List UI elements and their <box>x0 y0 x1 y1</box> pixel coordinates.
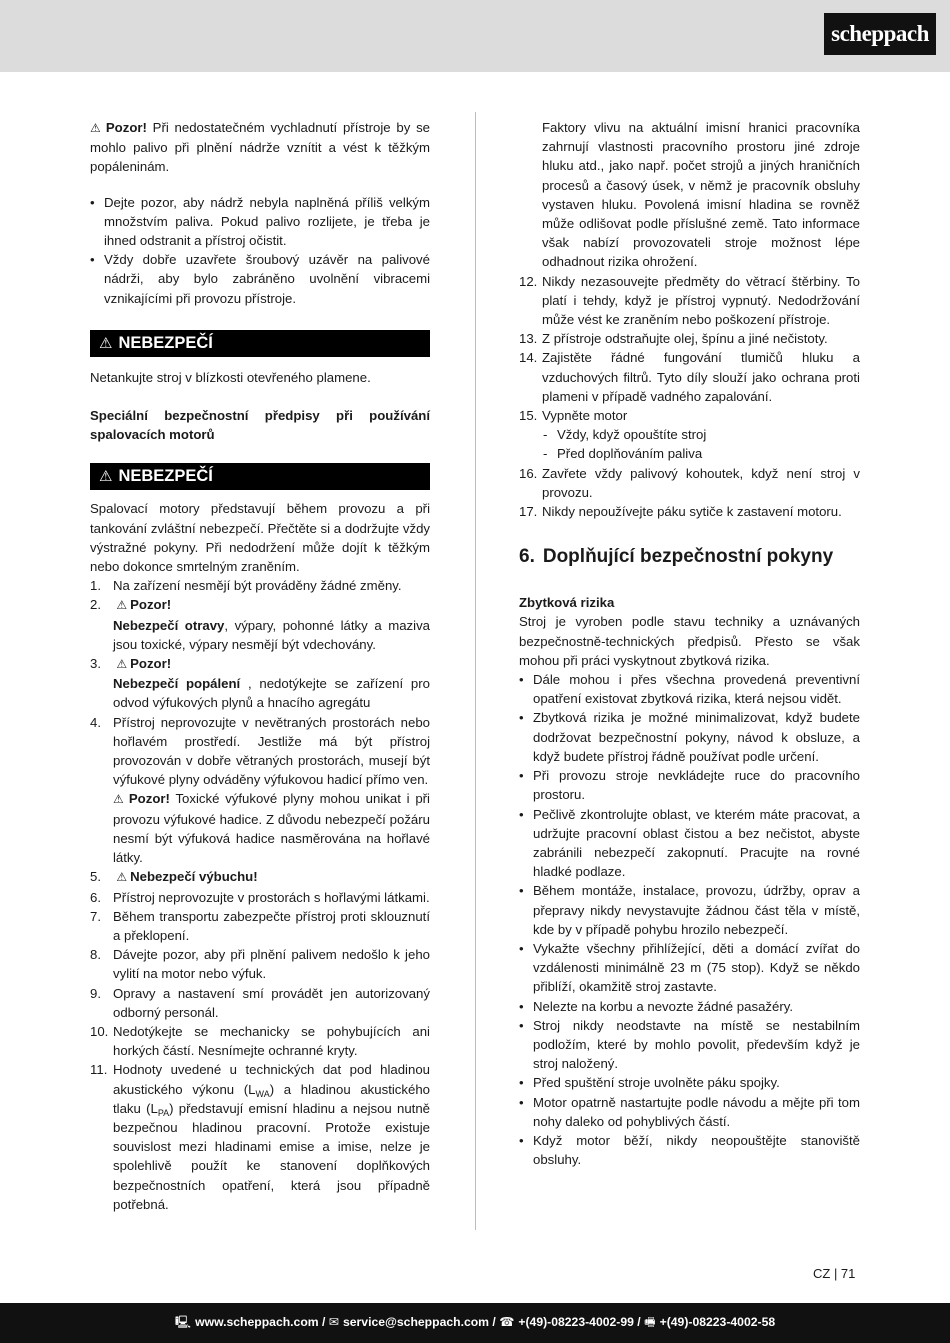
list-item: 2. ⚠ Pozor! Nebezpečí otravy, výpary, pohonné látky a maziva jsou toxické, výpary nesmějí být vdechovány. <box>90 597 430 652</box>
list-item: 14. Zajistěte řádné fungování tlumičů hluku a vzduchových filtrů. Tyto díly slouží jako ochrana proti plameni v případě vadného zapalování. <box>519 350 860 404</box>
list-item: 13. Z přístroje odstraňujte olej, špínu a jiné nečistoty. <box>519 331 828 347</box>
residual-risks-heading: Zbytková rizika <box>519 595 615 611</box>
footer-bar <box>0 1303 950 1343</box>
list-item: • Před spuštění stroje uvolněte páku spojky. <box>519 1073 860 1092</box>
special-heading: Speciální bezpečnostní předpisy při používání spalovacích motorů <box>90 408 430 443</box>
danger-text: Netankujte stroj v blízkosti otevřeného plamene. <box>90 369 371 385</box>
list-item: 8. Dávejte pozor, aby při plnění palivem nedošlo k jeho vylití na motor nebo výfuk. <box>90 947 430 982</box>
footer-mail[interactable]: service@scheppach.com / <box>343 1315 496 1330</box>
list-item: 9. Opravy a nastavení smí provádět jen autorizovaný odborný personál. <box>90 985 430 1020</box>
warning-triangle-icon: ⚠ <box>99 468 113 486</box>
list-item: 16. Zavřete vždy palivový kohoutek, když není stroj v provozu. <box>519 465 860 500</box>
list-item: • Dále mohou i přes všechna provedená preventivní opatření existovat zbytková rizika, která nejsou vidět. <box>519 670 860 708</box>
list-item: 11. Hodnoty uvedené u technických dat pod hladinou akustického výkonu $(L_{WA})$ a hladinou akustického tlaku $(L_{PA})$ představují emisní hladinu a nejsou nutně bezpečnou hladinou pracovní. Protože existuje souvislost mezi hladinami emise a imise, nelze je spolehlivě použít ke stanovení doplňkových bezpečnostních opatření, která jsou případně potřebná. <box>90 1062 430 1212</box>
list-item: 7. Během transportu zabezpečte přístroj proti sklouznutí a překlopení. <box>90 908 430 943</box>
page-number: CZ | 71 <box>813 1266 856 1281</box>
list-item: 4. Přístroj neprovozujte v nevětraných prostorách nebo hořlavém prostředí. Jestliže má být přístroj provozován v dobře větraných prostorách, musejí být výfukové plyny odváděny výfukovou hadicí přímo ven. ⚠ Pozor! Toxické výfukové plyny mohou unikat i při provozu výfukové hadice. Z důvodu nebezpečí požáru nesmí být výfuková hadice nasměrována na hořlavé látky. <box>90 714 430 866</box>
sub-list-item: - Vždy, když opouštíte stroj <box>542 425 860 444</box>
list-item: 6. Přístroj neprovozujte v prostorách s hořlavými látkami. <box>90 889 430 905</box>
warning-triangle-icon: ⚠ <box>90 121 103 135</box>
list-item: 10. Nedotýkejte se mechanicky se pohybujících ani horkých částí. Nesnímejte ochranné kryty. <box>90 1023 430 1059</box>
list-item: • Vždy dobře uzavřete šroubový uzávěr na palivové nádrži, aby bylo zabráněno uvolnění vibracemi vznikajícími při provozu přístroje. <box>90 250 430 308</box>
scheppach-logo: scheppach <box>824 13 936 55</box>
warning-triangle-icon: ⚠ <box>113 657 128 672</box>
warning-triangle-icon: ⚠ <box>113 792 126 807</box>
list-item: • Motor opatrně nastartujte podle návodu a mějte při tom nohy daleko od pohyblivých částí. <box>519 1093 860 1131</box>
left-column <box>90 118 430 1214</box>
right-column <box>519 118 860 1169</box>
list-item: • Zbytková rizika je možné minimalizovat, když budete dodržovat bezpečnostní pokyny, návod k obsluze, a když budete přístroj řádně používat podle určení. <box>519 708 860 766</box>
list-item: • Stroj nikdy neodstavte na místě se nestabilním podložím, které by mohlo povolit, především když je stroj naložený. <box>519 1016 860 1074</box>
list-item: • Dejte pozor, aby nádrž nebyla naplněná příliš velkým množstvím paliva. Pokud palivo rozlijete, je třeba je ihned odstranit a přístroj očistit. <box>90 193 430 251</box>
list-item: 17. Nikdy nepoužívejte páku sytiče k zastavení motoru. <box>519 504 842 520</box>
list-item: 15. Vypněte motor - Vždy, když opouštíte stroj - Před doplňováním paliva <box>519 406 860 464</box>
list-item: 3. ⚠ Pozor! Nebezpečí popálení , nedotýkejte se zařízení pro odvod výfukových plynů a hnacího agregátu <box>90 656 430 711</box>
phone-icon: ☎ <box>499 1315 515 1330</box>
footer-phone: +(49)-08223-4002-99 / <box>518 1315 641 1330</box>
warning-triangle-icon: ⚠ <box>113 870 128 885</box>
list-item: • Během montáže, instalace, provozu, údržby, oprav a přepravy nikdy nevystavujte žádnou část těla v místě, kde by v případě pohybu hrozilo nebezpečí. <box>519 881 860 939</box>
list-item: 12. Nikdy nezasouvejte předměty do větrací štěrbiny. To platí i tehdy, když je přístroj vypnutý. Nedodržování může vést ke zraněním nebo poškození přístroje. <box>519 273 860 328</box>
danger-text: Spalovací motory představují během provozu a při tankování zvláštní nebezpečí. Přečtěte si a dodržujte vždy výstražné pokyny. Při nedodržení může dojít k těžkým nebo dokonce smrtelným zraněním. <box>90 501 430 575</box>
fax-icon: 🖷 <box>644 1315 656 1330</box>
mail-icon: ✉ <box>328 1315 339 1330</box>
residual-risks-intro: Stroj je vyroben podle stavu techniky a uznávaných bezpečnostně-technických předpisů. Přesto se však mohou při práci vyskytnout zbytková rizika. <box>519 614 860 668</box>
list-item: 1. Na zařízení nesmějí být prováděny žádné změny. <box>90 578 402 594</box>
header-band <box>0 0 950 72</box>
sub-list-item: - Před doplňováním paliva <box>542 444 860 463</box>
footer-fax: +(49)-08223-4002-58 <box>659 1315 776 1330</box>
numbered-list <box>519 272 860 522</box>
residual-risks-bullets <box>519 670 860 1169</box>
caution-intro: ⚠ Pozor! Při nedostatečném vychladnutí přístroje by se mohlo palivo při plnění nádrže vznítit a vést k těžkým popáleninám. <box>90 120 431 175</box>
warning-triangle-icon: ⚠ <box>99 334 113 352</box>
list-item: • Nelezte na korbu a nevozte žádné pasažéry. <box>519 997 860 1016</box>
footer-web[interactable]: www.scheppach.com / <box>195 1315 326 1330</box>
list-item: 5. ⚠ Nebezpečí výbuchu! <box>90 869 258 885</box>
numbered-list <box>90 576 430 1214</box>
list-item: • Při provozu stroje nevkládejte ruce do pracovního prostoru. <box>519 766 860 804</box>
computer-icon: 🖳 <box>174 1315 192 1330</box>
fuel-bullets <box>90 193 430 308</box>
section-heading: 6. Doplňující bezpečnostní pokyny <box>519 546 834 568</box>
item-11-continued: Faktory vlivu na aktuální imisní hranici pracovníka zahrnují vlastnosti pracovního prostoru jiné zdroje hluku atd., jako např. počet strojů a jiných hraničních procesů a časový úsek, v němž je pracovník obsluhy vystaven hluku. Povolená imisní hladina se rovněž může odlišovat podle příslušné země. Tato informace však nabízí provozovateli stroje možnost lépe odhadnout rizika ohrožení. <box>542 120 860 270</box>
column-divider <box>475 112 476 1230</box>
list-item: • Pečlivě zkontrolujte oblast, ve kterém máte pracovat, a udržujte pracovní oblast čistou a bez nečistot, abyste zabránili nebezpečí zakopnutí. Pracujte na rovné hladké podlaze. <box>519 805 860 882</box>
warning-triangle-icon: ⚠ <box>113 598 128 613</box>
danger-banner: ⚠ NEBEZPEČÍ <box>90 330 430 357</box>
list-item: • Vykažte všechny přihlížející, děti a domácí zvířat do vzdálenosti minimálně 23 m (75 stop). Když se někdo přiblíží, okamžitě stroj zastavte. <box>519 939 860 997</box>
list-item: • Když motor běží, nikdy neopouštějte stanoviště obsluhy. <box>519 1131 860 1169</box>
danger-banner: ⚠ NEBEZPEČÍ <box>90 463 430 490</box>
